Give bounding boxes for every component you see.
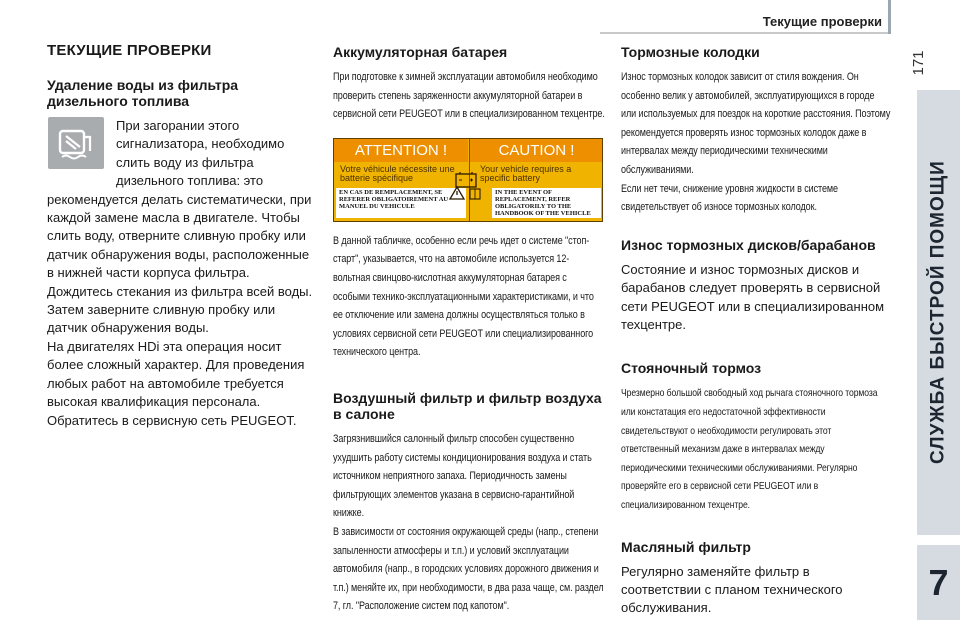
header-divider xyxy=(600,32,890,34)
chapter-tab-title: СЛУЖБА БЫСТРОЙ ПОМОЩИ xyxy=(927,160,949,465)
section-title-air-filter: Воздушный фильтр и фильтр воздуха в салоне xyxy=(333,389,602,422)
page-header xyxy=(0,0,960,30)
section-title-brake-discs: Износ тормозных дисков/барабанов xyxy=(621,236,876,253)
battery-warning-label xyxy=(333,138,603,222)
brake-discs-text: Состояние и износ тормозных дисков и барабанов следует проверять в сервисной сети PEUGEOT или в специализированном техцентре. xyxy=(621,261,885,332)
water-drain-section xyxy=(47,117,315,430)
battery-note-text: В данной табличке, особенно если речь идет о системе "стоп-старт", указывается, что на автомобиле используется 12-вольтная свинцово-кислотная аккумуляторная батарея с особыми технико-эксплуатационными характеристиками, и что ее отключение или замена должны осуществляться только в условиях сервисной сети PEUGEOT или специализированного технического центра. xyxy=(333,234,594,359)
battery-label-left-sub: Votre véhicule nécessite une batterie spécifique xyxy=(340,163,455,183)
page-number: 171 xyxy=(910,50,927,76)
brake-pads-text-2: Если нет течи, снижение уровня жидкости в системе свидетельствует об износе тормозных колодок. xyxy=(621,182,838,214)
battery-intro-text: При подготовке к зимней эксплуатации автомобиля необходимо проверить степень заряженности аккумуляторной батареи в сервисной сети PEUGEOT или в специализированном техцентре. xyxy=(333,71,605,121)
fuel-filter-warning-icon xyxy=(48,117,104,169)
page-heading: ТЕКУЩИЕ ПРОВЕРКИ xyxy=(47,42,212,59)
air-filter-text-1: Загрязнившийся салонный фильтр способен существенно ухудшить работу системы кондиционирования воздуха и стать источником неприятного запаха. Периодичность замены фильтрующих элементов указана в сервисно-гарантийной книжке. xyxy=(333,432,592,520)
battery-label-icons xyxy=(442,171,502,201)
brake-pads-text-1: Износ тормозных колодок зависит от стиля вождения. Он особенно велик у автомобилей, эксплуатирующихся в городе или используемых для поездок на короткие расстояния. Поэтому рекомендуется проверять износ тормозных колодок даже в интервалах между периодическими техническими обслуживаниями. xyxy=(621,71,891,176)
section-title-water-drain: Удаление воды из фильтра дизельного топлива xyxy=(47,77,239,109)
battery-label-right-heading: CAUTION ! xyxy=(470,139,603,162)
battery-label-right-bottom: IN THE EVENT OF REPLACEMENT, REFER OBLIGATORILY TO THE HANDBOOK OF THE VEHICLE xyxy=(492,188,601,218)
header-accent-bar xyxy=(888,0,891,34)
column-2 xyxy=(333,40,605,616)
battery-label-right-sub: Your vehicle requires a specific battery xyxy=(480,163,572,183)
battery-label-left-heading: ATTENTION ! xyxy=(334,139,468,162)
section-title-parking-brake: Стояночный тормоз xyxy=(621,360,762,377)
water-drain-text-intro: При загорании этого сигнализатора, необходимо слить воду из фильтра дизельного топлива: это xyxy=(116,118,285,189)
water-drain-text-hdi: На двигателях HDi эта операция носит более сложный характер. Для проведения любых работ на автомобиле требуется высокая квалификация персонала. Обратитесь в сервисную сеть PEUGEOT. xyxy=(47,338,305,428)
column-3 xyxy=(621,40,891,618)
section-title-battery: Аккумуляторная батарея xyxy=(333,44,508,60)
parking-brake-text: Чрезмерно большой свободный ход рычага стояночного тормоза или констатация его недостаточной эффективности свидетельствуют о необходимости регулировать этот ответственный механизм даже в интервалах между периодическими техническими обслуживаниями. Регулярно проверяйте его в сервисной сети PEUGEOT или в специализированном техцентре. xyxy=(621,387,878,511)
air-filter-text-2: В зависимости от состояния окружающей среды (напр., степени запыленности атмосферы и т.п.) и условий эксплуатации автомобиля (напр., в городских условиях дорожного движения и т.п.) меняйте их, при необходимости, в два раза чаще, см. раздел 7, гл. "Расположение систем под капотом". xyxy=(333,525,604,613)
header-title: Текущие проверки xyxy=(762,14,882,29)
battery-label-left-bottom: EN CAS DE REMPLACEMENT, SE REFERER OBLIGATOIREMENT AU MANUEL DU VEHICULE xyxy=(336,188,466,218)
section-title-oil-filter: Масляный фильтр xyxy=(621,538,751,555)
column-1 xyxy=(47,40,315,430)
section-title-brake-pads: Тормозные колодки xyxy=(621,44,760,60)
water-drain-text-body: рекомендуется делать систематически, при каждой замене масла в двигателе. Чтобы слить воду, отверните сливную пробку или датчик обнаружения воды, расположенные в нижней части корпуса фильтра. Дождитесь стекания из фильтра всей воды. Затем заверните сливную пробку или датчик обнаружения воды. xyxy=(47,191,313,336)
chapter-number: 7 xyxy=(917,545,960,620)
oil-filter-text: Регулярно заменяйте фильтр в соответствии с планом технического обслуживания. xyxy=(621,563,843,616)
